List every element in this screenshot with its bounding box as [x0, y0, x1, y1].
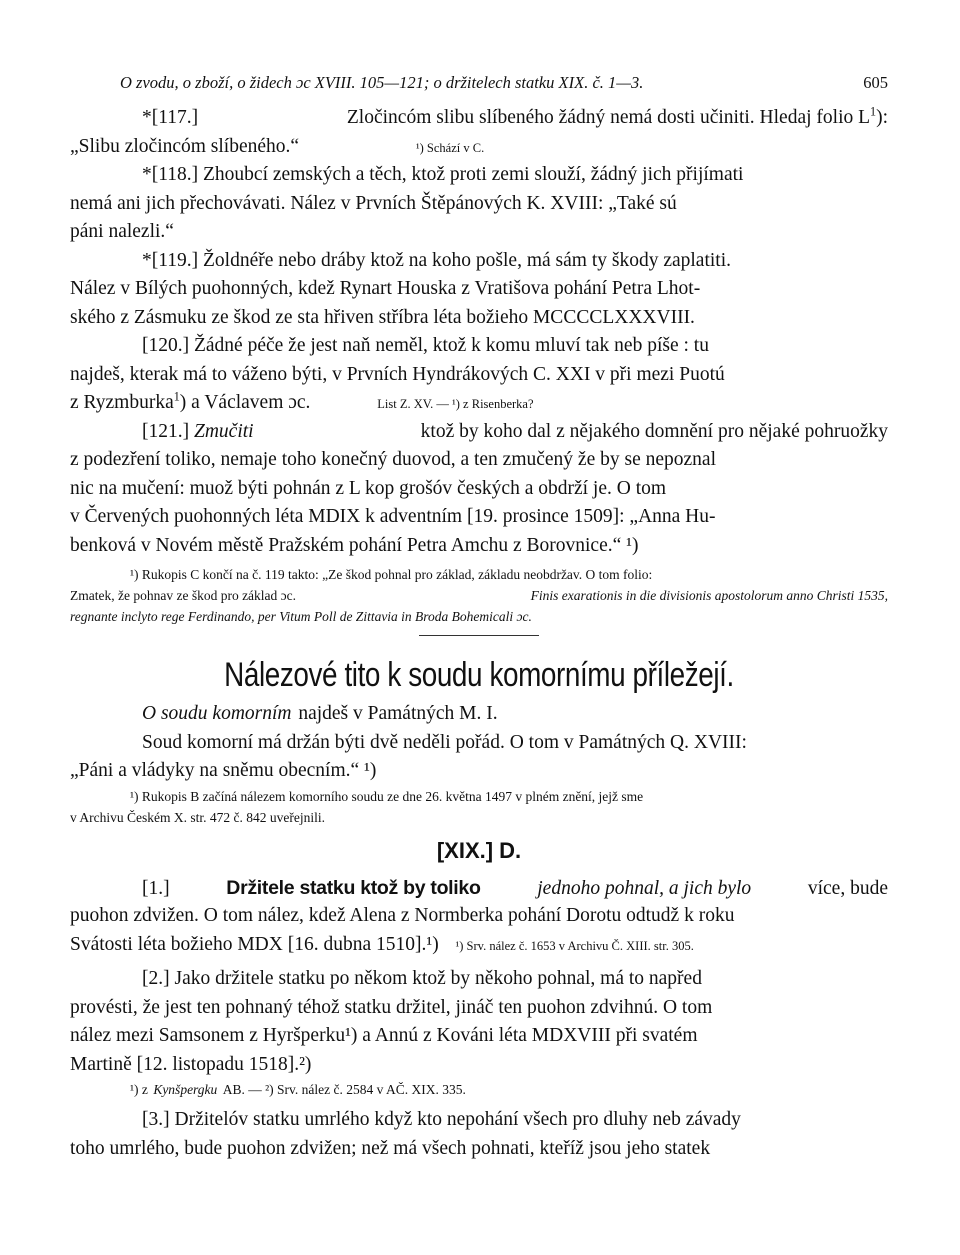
entry-number-117: *[117.] [142, 107, 199, 128]
paragraph-121-line-2: z podezření toliko, nemaje toho konečný duovod, a ten zmučený že by se nepoznal [70, 449, 716, 470]
komorni-footnote-2: v Archivu Českém X. str. 472 č. 842 uveřejnili. [70, 809, 325, 825]
d2-line-4: Martině [12. listopadu 1518].²) [70, 1053, 312, 1075]
paragraph-121-line-3: nic na mučení: muož býti pohnán z L kop grošóv českých a obdrží je. O tom [70, 477, 667, 499]
komorni-footnote-1: ¹) Rukopis B začíná nálezem komorního soudu ze dne 26. května 1497 v plném znění, jejž sme [130, 788, 644, 804]
komorni-line-1: O soudu komorním najdeš v Památných M. I. [142, 703, 498, 724]
paragraph-119-line-2: Nález v Bílých puohonných, kdež Rynart Houska z Vratišova pohání Petra Lhot- [70, 278, 701, 299]
paragraph-118-line-3: páni nalezli.“ [70, 221, 174, 242]
section-divider [419, 635, 539, 636]
paragraph-119-line-1: *[119.] Žoldnéře nebo dráby ktož na koho pošle, má sám ty škody zaplatiti. [142, 249, 732, 271]
footnote-121-line-3: regnante inclyto rege Ferdinando, per Vitum Poll de Zittavia in Broda Bohemicali ɔc. [70, 609, 532, 624]
paragraph-118-line-1: *[118.] Zhoubcí zemských a těch, ktož proti zemi slouží, žádný jich přijímati [142, 164, 744, 185]
footnote-121-line-2: Zmatek, že pohnav ze škod pro základ ɔc. Finis exarationis in die divisionis apostolorum anno Christi 1535, [70, 588, 888, 603]
footnote-120: List Z. XV. — ¹) z Risenberka? [377, 397, 534, 411]
paragraph-117-line-2: „Slibu zločincóm slíbeného.“ ¹) Schází v C. [70, 133, 888, 162]
d1-line-2: puohon zdvižen. O tom nález, kdež Alena z Normberka pohání Dorotu odtudž k roku [70, 905, 735, 926]
page-number: 605 [863, 73, 888, 92]
entry-117-text: Zločincóm slibu slíbeného žádný nemá dosti učiniti. Hledaj folio $L^1$): [346, 104, 888, 128]
d1-footnote: ¹) Srv. nález č. 1653 v Archivu Č. XIII. str. 305. [455, 938, 694, 953]
paragraph-118-line-2: nemá ani jich přechovávati. Nález v Prvních Štěpánových K. XVIII: „Také sú [70, 192, 677, 214]
d2-line-3: nález mezi Samsonem z Hyršperku¹) a Annú z Kováni léta MDXVIII při svatém [70, 1025, 698, 1046]
running-header [70, 62, 888, 104]
komorni-line-3: „Páni a vládyky na sněmu obecním.“ ¹) [70, 760, 377, 781]
paragraph-119-line-3: ského z Zásmuku ze škod ze sta hřiven stříbra léta božieho MCCCCLXXXVIII. [70, 306, 695, 328]
paragraph-120-line-2: najdeš, kterak má to váženo býti, v Prvních Hyndrákových C. XXI v při mezi Puotú [70, 363, 725, 385]
d1-line-1: [1.] Držitele statku ktož by toliko jednoho pohnal, a jich bylo více, bude [142, 876, 888, 899]
d2-footnote: ¹) z Kynšpergku AB. — ²) Srv. nález č. 2584 v AČ. XIX. 335. [130, 1082, 466, 1097]
document-page [70, 62, 888, 1163]
paragraph-117-line-1 [70, 104, 888, 133]
running-title: O zvodu, o zboží, o židech ɔc XVIII. 105—121; o držitelech statku XIX. č. 1—3. [120, 73, 644, 92]
footnote-121-line-1: ¹) Rukopis C končí na č. 119 takto: „Ze škod pohnal pro základ, základu neobdržav. O tom folio: [130, 567, 653, 582]
d2-line-2: provésti, že jest ten pohnaný téhož statku držitel, jináč ten puohon zdvihnú. O tom [70, 996, 713, 1018]
d2-line-1: [2.] Jako držitele statku po někom ktož by někoho pohnal, má to napřed [142, 968, 702, 989]
paragraph-121-line-5: benková v Novém městě Pražském pohání Petra Amchu z Borovnice.“ ¹) [70, 534, 639, 556]
paragraph-121-line-4: v Červených puohonných léta MDIX k adventním [19. prosince 1509]: „Anna Hu- [70, 506, 716, 527]
section-d-heading: [XIX.] D. [436, 837, 522, 863]
d1-line-3: Svátosti léta božieho MDX [16. dubna 1510].¹) ¹) Srv. nález č. 1653 v Archivu Č. XIII. str. 305. [70, 931, 888, 960]
section-title: Nálezové tito k soudu komornímu příležejí. [224, 656, 734, 694]
paragraph-120-line-3: z Ryzmburka$^1$) a Václavem ɔc. List Z. XV. — ¹) z Risenberka? [70, 389, 888, 418]
footnote-117: ¹) Schází v C. [415, 140, 485, 155]
komorni-line-2: Soud komorní má držán býti dvě neděli pořád. O tom v Památných Q. XVIII: [142, 731, 747, 753]
paragraph-120-line-1: [120.] Žádné péče že jest naň neměl, ktož k komu mluví tak neb píše : tu [142, 335, 709, 356]
d3-line-1: [3.] Držitelóv statku umrlého když kto nepohání všech pro dluhy neb závady [142, 1109, 741, 1130]
paragraph-121-line-1: [121.] Zmučiti ktož by koho dal z nějakého domnění pro nějaké pohruožky [142, 420, 888, 442]
d3-line-2: toho umrlého, bude puohon zdvižen; než má všech pohnati, kteříž jsou jeho statek [70, 1137, 711, 1159]
